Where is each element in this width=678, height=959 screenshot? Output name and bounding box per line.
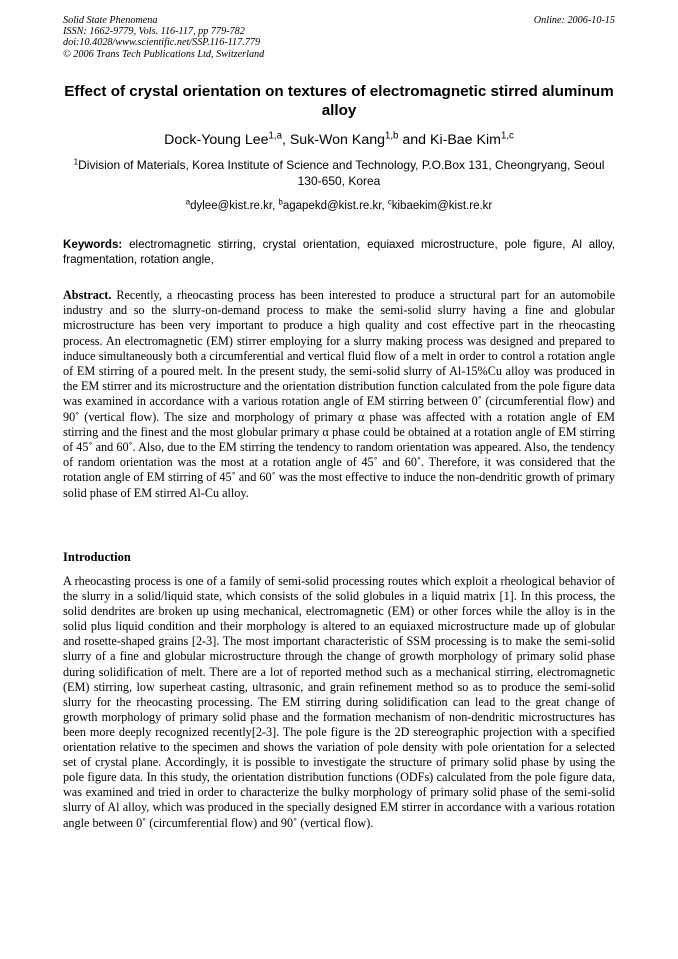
email-superscript: b <box>278 197 283 207</box>
introduction-text: A rheocasting process is one of a family of semi-solid processing routes which exploit a rheological behavior of the slurry in a solid/liquid state, which consists of the solid globules in a liquid matrix [1]. In this process, the solid dendrites are broken up using mechanical, electromagnetic (EM) or other forces while the alloy is in the solid plus liquid condition and their morphology is altered to an equiaxed microstructure made up of globular and rosette-shaped grains [2-3]. The most important characteristic of SSM processing is to make the semi-solid slurry of a fine and globular microstructure through the change of growth morphology of primary solid phase during solidification of melt. There are a lot of reported method such as a mechanical stirring, electromagnetic (EM) stirring, low superheat casting, ultrasonic, and grain refinement method so as to produce the semi-solid slurry for the rheocasting processing. The EM stirring during solidification can lead to the great change of growth morphology of primary solid phase and the formation mechanism of non-dendritic microstructures has been more deeply recognized recently[2-3]. The pole figure is the 2D stereographic projection with a specified orientation relative to the specimen and shows the variation of pole density with pole orientation for a selected set of crystal plane. Accordingly, it is possible to investigate the structure of primary solid phase by using the pole figure data. In this study, the orientation distribution functions (ODFs) calculated from the pole figure data, was examined and tried in order to characterize the bulky morphology of primary solid phase of the semi-solid slurry of Al alloy, which was produced in the specially designed EM stirrer in accordance with a various rotation angle between 0˚ (circumferential flow) and 90˚ (vertical flow). <box>63 574 615 830</box>
introduction-heading: Introduction <box>63 550 131 564</box>
keywords-label: Keywords: <box>63 238 123 251</box>
journal-copyright: © 2006 Trans Tech Publications Ltd, Switzerland <box>63 48 265 60</box>
journal-name: Solid State Phenomena <box>63 15 158 26</box>
keywords-text: electromagnetic stirring, crystal orientation, equiaxed microstructure, pole figure, Al alloy, fragmentation, rotation angle, <box>63 238 615 266</box>
email-superscript: c <box>387 197 392 207</box>
abstract-label: Abstract. <box>63 288 112 302</box>
author-name: Dock-Young Lee <box>164 132 269 148</box>
email-address: dylee@kist.re.kr, <box>190 200 279 212</box>
affiliation-superscript: 1 <box>73 157 79 167</box>
author-separator: , <box>281 132 290 148</box>
paper-title: Effect of crystal orientation on textures of electromagnetic stirred aluminum alloy <box>64 83 614 119</box>
author-superscript: 1,c <box>500 130 514 142</box>
author-superscript: 1,b <box>385 130 399 142</box>
email-superscript: a <box>185 197 191 207</box>
affiliation-text: Division of Materials, Korea Institute of Science and Technology, P.O.Box 131, Cheongryang, Seoul 130-650, Korea <box>78 158 605 188</box>
online-date: Online: 2006-10-15 <box>533 15 615 26</box>
author-name: Ki-Bae Kim <box>429 132 501 148</box>
abstract-text: Recently, a rheocasting process has been interested to produce a structural part for an automobile industry and so the slurry-on-demand process to make the semi-solid slurry having a fine and globular microstructure has been very important to produce a high quality and cost effective part in the rheocasting process. An electromagnetic (EM) stirrer employing for a slurry making process was designed and prepared to induce simultaneously both a circumferential and vertical fluid flow of a melt in order to control a rotation angle of EM stirring of a poured melt. In the present study, the semi-solid slurry of Al-15%Cu alloy was produced in the EM stirrer and its microstructure and the orientation distribution function calculated from the pole figure data was examined in accordance with a various rotation angle of EM stirring between 0˚ (circumferential flow) and 90˚ (vertical flow). The size and morphology of primary α phase was affected with a rotation angle of EM stirring and the finest and the most globular primary α phase could be obtained at a rotation angle of EM stirring of 45˚ and 60˚. Also, due to the EM stirring the tendency to random orientation was appeared. Also, the tendency of random orientation was the most at a rotation angle of 45˚ and 60˚. Therefore, it was considered that the rotation angle of EM stirring of 45˚ and 60˚ was the most effective to induce the non-dendritic growth of primary solid phase of EM stirred Al-Cu alloy. <box>63 288 615 500</box>
affiliation <box>72 157 606 189</box>
email-address: kibaekim@kist.re.kr <box>391 200 493 212</box>
journal-info <box>63 15 264 60</box>
journal-doi: doi:10.4028/www.scientific.net/SSP.116-117.779 <box>63 37 261 49</box>
email-address: agapekd@kist.re.kr, <box>282 200 388 212</box>
author-separator: and <box>398 132 430 148</box>
author-name: Suk-Won Kang <box>289 132 386 148</box>
keywords-section <box>63 237 615 267</box>
abstract-section <box>63 288 615 501</box>
journal-header <box>63 15 615 60</box>
author-emails <box>63 199 615 213</box>
author-list <box>63 131 615 149</box>
journal-issn: ISSN: 1662-9779, Vols. 116-117, pp 779-782 <box>63 26 245 38</box>
author-superscript: 1,a <box>268 130 282 142</box>
